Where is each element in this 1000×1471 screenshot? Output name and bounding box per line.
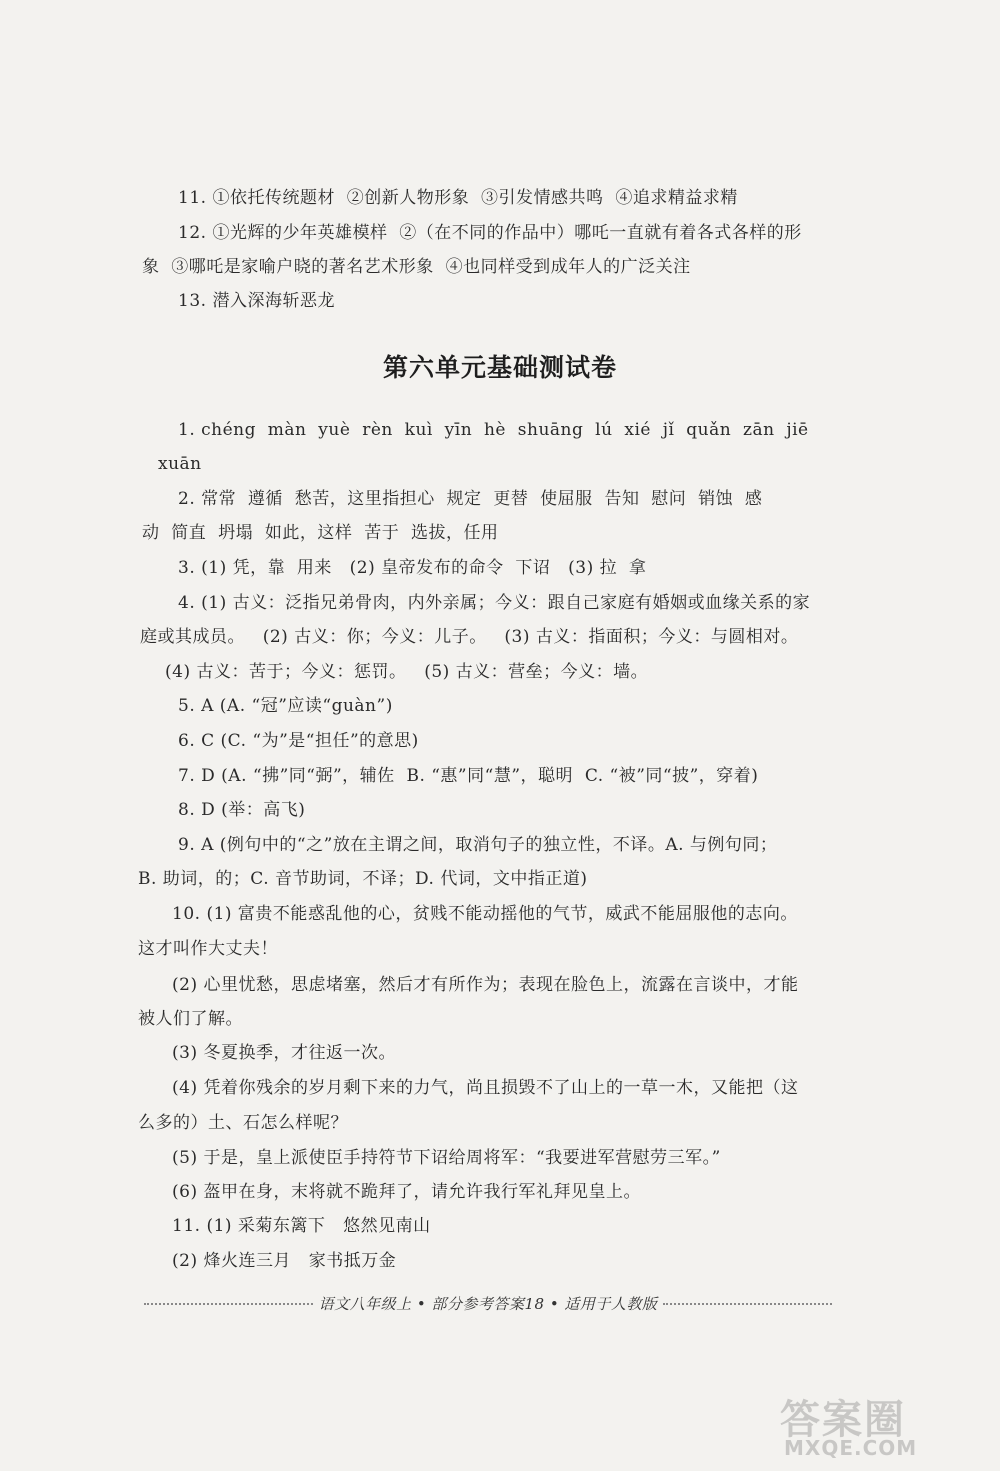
answer-line: (3) 冬夏换季，才往返一次。 (172, 1043, 396, 1063)
answer-line: 么多的）土、石怎么样呢？ (138, 1113, 348, 1133)
page-footer (138, 1293, 838, 1314)
watermark-url: MXQE.COM (784, 1436, 918, 1460)
section-title: 第六单元基础测试卷 (382, 353, 617, 382)
watermark-logo (780, 1388, 970, 1458)
watermark-text: 答案圈 (780, 1397, 906, 1443)
prev-answer-12-line1: 12. ①光辉的少年英雄模样 ②（在不同的作品中）哪吒一直就有着各式各样的形 (178, 223, 802, 243)
answer-line: (2) 心里忧愁，思虑堵塞，然后才有所作为；表现在脸色上，流露在言谈中，才能 (172, 975, 799, 995)
answer-line: (6) 盔甲在身，末将就不跪拜了，请允许我行军礼拜见皇上。 (172, 1182, 641, 1202)
answer-line: 11. (1) 采菊东篱下 悠然见南山 (172, 1216, 431, 1236)
answer-line: (4) 凭着你残余的岁月剩下来的力气，尚且损毁不了山上的一草一木，又能把（这 (172, 1078, 799, 1098)
prev-answer-11: 11. ①依托传统题材 ②创新人物形象 ③引发情感共鸣 ④追求精益求精 (178, 188, 738, 208)
prev-answer-12-line2: 象 ③哪吒是家喻户晓的著名艺术形象 ④也同样受到成年人的广泛关注 (142, 257, 691, 277)
footer-text: 语文八年级上 • 部分参考答案18 • 适用于人教版 (318, 1295, 658, 1313)
answer-line: 10. (1) 富贵不能惑乱他的心，贫贱不能动摇他的气节，威武不能屈服他的志向。 (172, 904, 798, 924)
answer-line: B. 助词，的；C. 音节助词，不译；D. 代词，文中指正道) (138, 869, 588, 889)
answer-line: 4. (1) 古义：泛指兄弟骨肉，内外亲属；今义：跟自己家庭有婚姻或血缘关系的家 (178, 593, 811, 613)
answer-line: (2) 烽火连三月 家书抵万金 (172, 1251, 397, 1271)
answer-line: 动 简直 坍塌 如此，这样 苦于 选拔，任用 (142, 523, 499, 543)
answer-line: 8. D (举：高飞) (178, 800, 306, 820)
answer-line: 9. A (例句中的“之”放在主谓之间，取消句子的独立性，不译。A. 与例句同； (178, 835, 778, 855)
answer-line: 5. A (A. “冠”应读“guàn”) (178, 696, 393, 716)
answer-line: 这才叫作大丈夫！ (138, 939, 278, 959)
answer-line: 3. (1) 凭，靠 用来 (2) 皇帝发布的命令 下诏 (3) 拉 拿 (178, 558, 647, 578)
answer-line: 7. D (A. “拂”同“弼”，辅佐 B. “惠”同“慧”，聪明 C. “被”同“披”，穿着) (178, 766, 759, 786)
answer-line: 被人们了解。 (138, 1009, 243, 1029)
answer-line: 6. C (C. “为”是“担任”的意思) (178, 731, 419, 751)
answer-line: (5) 于是，皇上派使臣手持符节下诏给周将军：“我要进军营慰劳三军。” (172, 1148, 721, 1168)
answer-line: 2. 常常 遵循 愁苦，这里指担心 规定 更替 使屈服 告知 慰问 销蚀 感 (178, 489, 763, 509)
answer-line: xuān (158, 454, 202, 474)
footer-dotted-rule-right (663, 1303, 832, 1305)
footer-dotted-rule-left (144, 1303, 313, 1305)
answer-line: 1. chéng màn yuè rèn kuì yīn hè shuāng lú xié jǐ quǎn zān jiē (178, 420, 809, 440)
prev-answer-13: 13. 潜入深海斩恶龙 (178, 291, 335, 311)
answer-line: 庭或其成员。 (2) 古义：你；今义：儿子。 (3) 古义：指面积；今义：与圆相对。 (140, 627, 799, 647)
answer-line: (4) 古义：苦于；今义：惩罚。 (5) 古义：营垒；今义：墙。 (165, 662, 649, 682)
